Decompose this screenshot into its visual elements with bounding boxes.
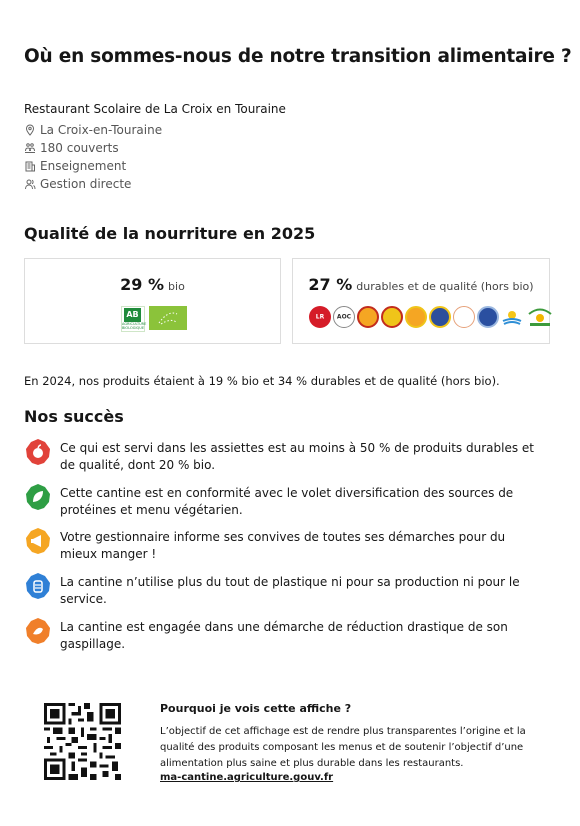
sector-row — [24, 159, 126, 173]
page-title: Où en sommes-nous de notre transition alimentaire ? — [24, 46, 572, 67]
sun-icon — [501, 306, 523, 328]
megaphone-badge-icon — [24, 527, 52, 555]
qr-code — [44, 703, 121, 780]
city-row — [24, 123, 162, 137]
team-icon — [24, 178, 36, 190]
meals-label: 180 couverts — [40, 141, 119, 155]
bio-label: bio — [168, 280, 185, 293]
plastic-badge-icon — [24, 572, 52, 600]
bio-percent: 29 % — [120, 275, 165, 294]
quality-heading: Qualité de la nourriture en 2025 — [24, 224, 316, 243]
building-icon — [24, 160, 36, 172]
waste-badge-icon — [24, 617, 52, 645]
ab-logo-caption: AGRICULTURE BIOLOGIQUE — [122, 322, 147, 330]
peche-durable-logo — [453, 306, 475, 328]
eu-organic-logo — [149, 306, 187, 330]
people-meal-icon — [24, 142, 36, 154]
meals-row — [24, 141, 119, 155]
success-text: La cantine n’utilise plus du tout de plastique ni pour sa production ni pour le service. — [60, 575, 520, 606]
apple-badge-icon — [24, 438, 52, 466]
city-label: La Croix-en-Touraine — [40, 123, 163, 137]
leaf-badge-icon — [24, 483, 52, 511]
aop-logo — [357, 306, 379, 328]
success-text: Cette cantine est en conformité avec le volet diversification des sources de protéines et menu végétarien. — [60, 486, 514, 517]
website-link[interactable]: ma-cantine.agriculture.gouv.fr — [160, 772, 334, 783]
successes-heading: Nos succès — [24, 407, 124, 426]
bio-logos — [121, 306, 187, 332]
commerce-equitable-logo — [525, 306, 555, 328]
rup-logo — [477, 306, 499, 328]
label-rouge-text: LR — [315, 313, 325, 321]
bio-card — [24, 258, 281, 344]
footer-explanation: L’objectif de cet affichage est de rendre plus transparentes l’origine et la qualité des produits composant les menus et de soutenir l’objectif d’une alimentation plus saine et plus durable dans les restaurants. — [160, 726, 526, 769]
bio-summary — [25, 275, 280, 294]
success-text: Votre gestionnaire informe ses convives de toutes ses démarches pour du mieux manger ! — [60, 530, 506, 561]
durable-label: durables et de qualité (hors bio) — [356, 280, 534, 293]
success-item — [24, 483, 544, 519]
previous-year-note: En 2024, nos produits étaient à 19 % bio et 34 % durables et de qualité (hors bio). — [24, 374, 500, 388]
aoc-logo — [333, 306, 355, 328]
eu-leaf-icon — [149, 306, 187, 330]
durable-card — [292, 258, 550, 344]
label-rouge-logo — [309, 306, 331, 328]
ab-logo — [121, 306, 145, 332]
footer-question: Pourquoi je vois cette affiche ? — [160, 702, 352, 715]
success-item — [24, 617, 544, 653]
management-label: Gestion directe — [40, 177, 132, 191]
success-text: La cantine est engagée dans une démarche de réduction drastique de son gaspillage. — [60, 620, 508, 651]
management-row — [24, 177, 131, 191]
canteen-name: Restaurant Scolaire de La Croix en Touraine — [24, 102, 286, 116]
stg-logo — [405, 306, 427, 328]
success-item — [24, 438, 544, 474]
aoc-text: AOC — [336, 313, 352, 321]
sector-label: Enseignement — [40, 159, 127, 173]
success-item — [24, 527, 544, 563]
durable-logos — [309, 306, 555, 328]
location-pin-icon — [24, 124, 36, 136]
igp-logo — [381, 306, 403, 328]
ab-logo-mark: AB — [124, 308, 141, 322]
hve-logo — [429, 306, 451, 328]
commerce-equitable-icon — [525, 306, 555, 328]
success-text: Ce qui est servi dans les assiettes est au moins à 50 % de produits durables et de qualité, dont 20 % bio. — [60, 441, 534, 472]
durable-percent: 27 % — [308, 275, 353, 294]
fermier-logo — [501, 306, 523, 328]
durable-summary — [293, 275, 549, 294]
success-item — [24, 572, 544, 608]
